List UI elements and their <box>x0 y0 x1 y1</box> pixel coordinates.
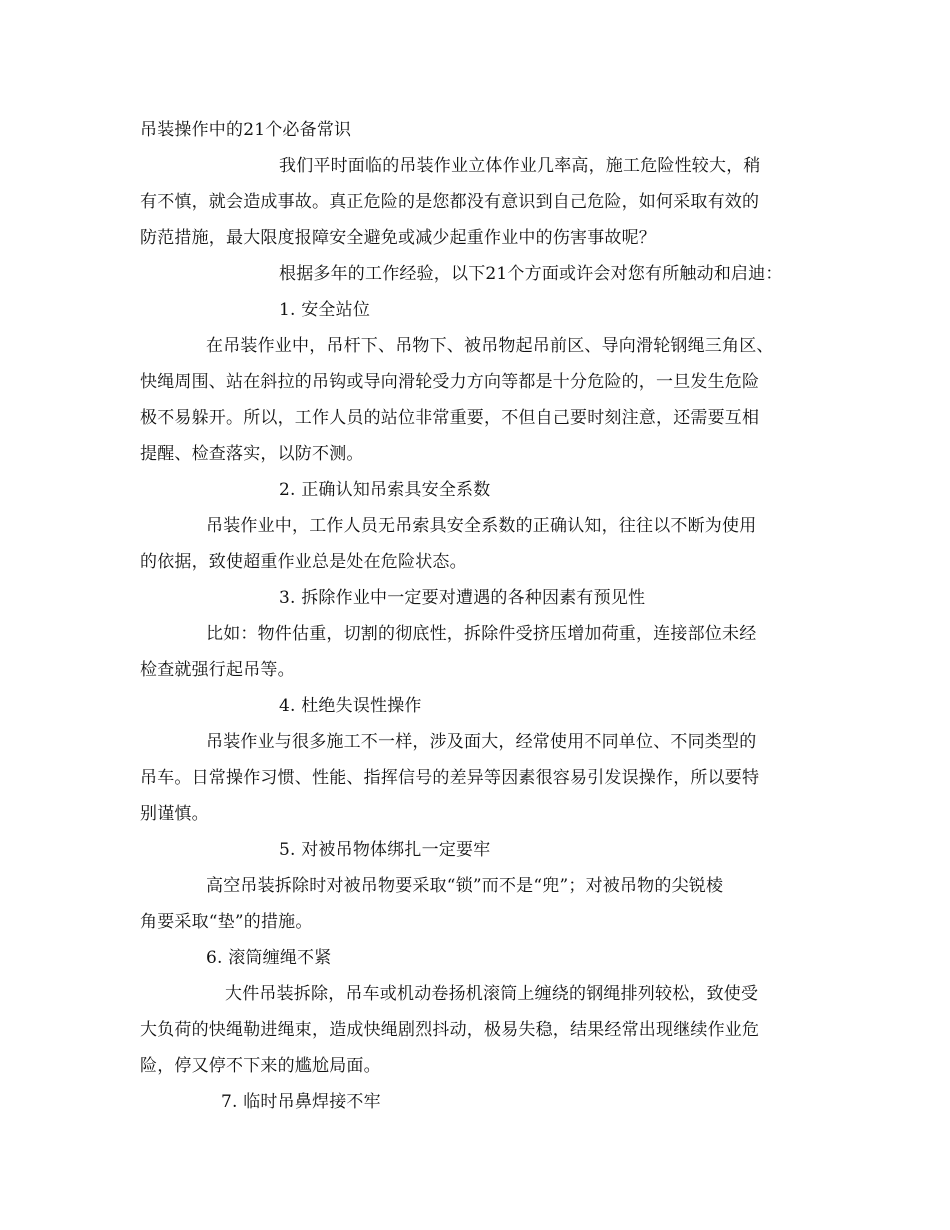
section-body-line: 吊装作业与很多施工不一样，涉及面大，经常使用不同单位、不同类型的 <box>206 732 757 752</box>
section-body-line: 比如：物件估重，切割的彻底性，拆除件受挤压增加荷重，连接部位未经 <box>206 624 757 644</box>
intro-line: 我们平时面临的吊装作业立体作业几率高，施工危险性较大，稍 <box>279 156 761 176</box>
section-body-line: 吊装作业中，工作人员无吊索具安全系数的正确认知，往往以不断为使用 <box>206 516 757 536</box>
section-body-line: 极不易躲开。所以，工作人员的站位非常重要，不但自己要时刻注意，还需要互相 <box>140 408 760 428</box>
section-body-line: 的依据，致使超重作业总是处在危险状态。 <box>140 552 467 572</box>
section-heading: 1. 安全站位 <box>279 300 371 320</box>
section-heading: 6. 滚筒缠绳不紧 <box>206 948 332 968</box>
section-body-line: 检查就强行起吊等。 <box>140 660 295 680</box>
section-body-line: 角要采取“垫”的措施。 <box>140 912 313 932</box>
section-body-line: 大件吊装拆除，吊车或机动卷扬机滚筒上缠绕的钢绳排列较松，致使受 <box>225 984 759 1004</box>
section-body-line: 大负荷的快绳勒进绳束，造成快绳剧烈抖动，极易失稳，结果经常出现继续作业危 <box>140 1020 760 1040</box>
document-title: 吊装操作中的21个必备常识 <box>140 120 352 140</box>
section-body-line: 险，停又停不下来的尴尬局面。 <box>140 1056 381 1076</box>
section-heading: 4. 杜绝失误性操作 <box>279 696 422 716</box>
section-body-line: 别谨慎。 <box>140 804 209 824</box>
section-heading: 2. 正确认知吊索具安全系数 <box>279 480 491 500</box>
section-heading: 5. 对被吊物体绑扎一定要牢 <box>279 840 491 860</box>
section-body-line: 在吊装作业中，吊杆下、吊物下、被吊物起吊前区、导向滑轮钢绳三角区、 <box>206 336 774 356</box>
intro-line: 有不慎，就会造成事故。真正危险的是您都没有意识到自己危险，如何采取有效的 <box>140 192 760 212</box>
intro-line: 根据多年的工作经验，以下21个方面或许会对您有所触动和启迪： <box>279 264 783 284</box>
section-heading: 3. 拆除作业中一定要对遭遇的各种因素有预见性 <box>279 588 646 608</box>
section-body-line: 高空吊装拆除时对被吊物要采取“锁”而不是“兜”；对被吊物的尖锐棱 <box>206 876 724 896</box>
section-body-line: 快绳周围、站在斜拉的吊钩或导向滑轮受力方向等都是十分危险的，一旦发生危险 <box>140 372 760 392</box>
section-heading: 7. 临时吊鼻焊接不牢 <box>221 1092 381 1112</box>
intro-line: 防范措施，最大限度报障安全避免或减少起重作业中的伤害事故呢？ <box>140 228 656 248</box>
section-body-line: 吊车。日常操作习惯、性能、指挥信号的差异等因素很容易引发误操作，所以要特 <box>140 768 760 788</box>
section-body-line: 提醒、检查落实，以防不测。 <box>140 444 364 464</box>
